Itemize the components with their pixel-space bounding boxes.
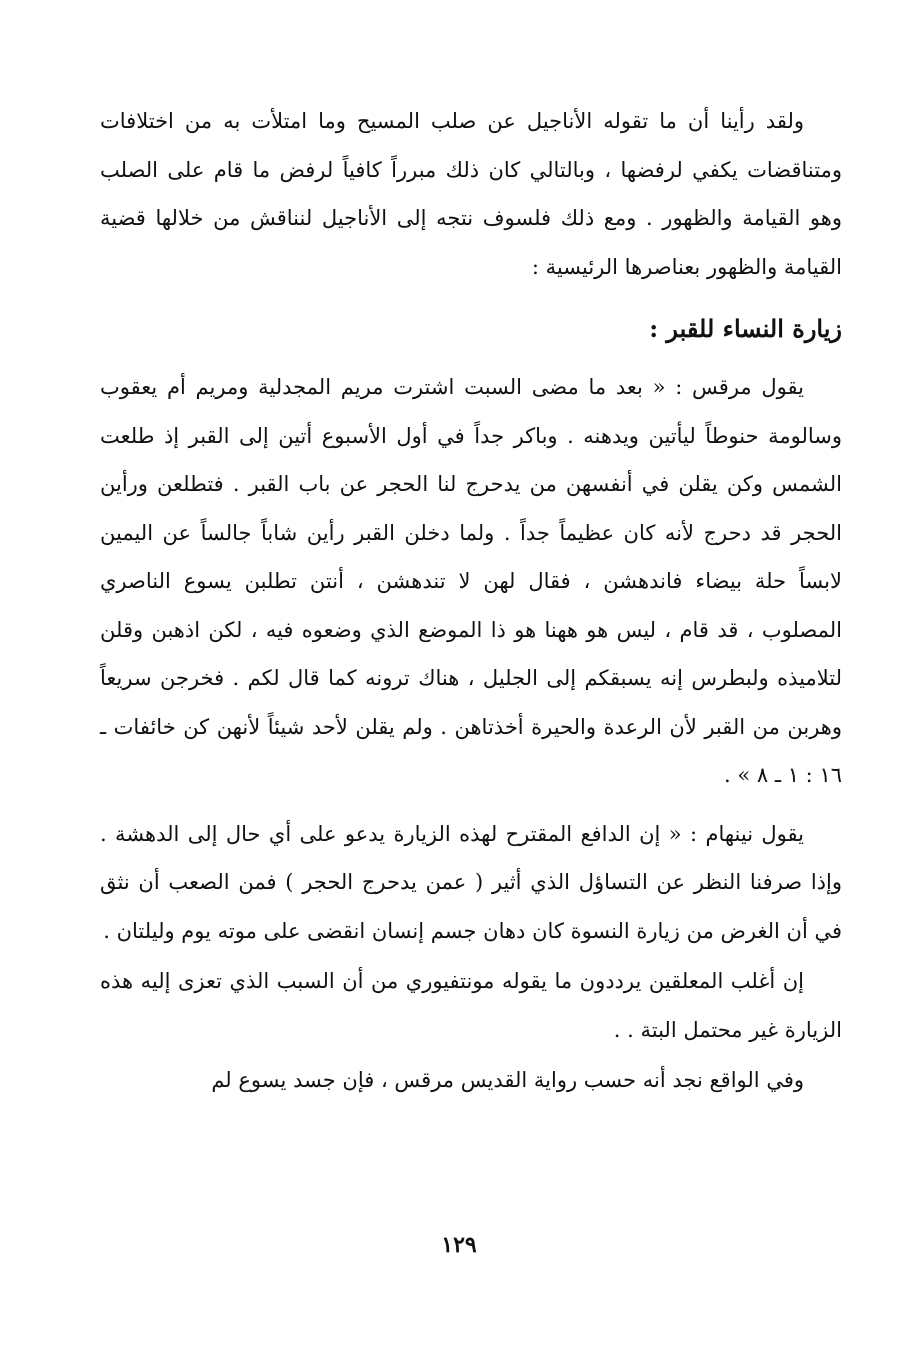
page-body [100,97,842,1105]
page-number: ١٢٩ [441,1232,477,1258]
section-heading: زيارة النساء للقبر : [649,314,842,343]
paragraph-fact: وفي الواقع نجد أنه حسب رواية القديس مرقس ، فإن جسد يسوع لم [211,1068,804,1092]
paragraph-spacer [100,800,842,810]
paragraph-intro: ولقد رأينا أن ما تقوله الأناجيل عن صلب المسيح وما امتلأت به من اختلافات ومتناقضات يكفي لرفضها ، وبالتالي كان ذلك مبرراً كافياً لرفض ما قام على الصلب وهو القيامة والظهور . ومع ذلك فلسوف نتجه إلى الأناجيل لنناقش من خلالها قضية القيامة والظهور بعناصرها الرئيسية : [100,109,842,279]
paragraph-nineham-quote: يقول نينهام : « إن الدافع المقترح لهذه الزيارة يدعو على أي حال إلى الدهشة . وإذا صرفنا النظر عن التساؤل الذي أثير ( عمن يدحرج الحجر ) فمن الصعب أن نثق في أن الغرض من زيارة النسوة كان دهان جسم إنسان انقضى على موته يوم وليلتان . [100,821,842,943]
paragraph-commentators: إن أغلب المعلقين يرددون ما يقوله مونتفيوري من أن السبب الذي تعزى إليه هذه الزيارة غير محتمل البتة . . [100,969,842,1042]
paragraph-mark-quote: يقول مرقس : « بعد ما مضى السبت اشترت مريم المجدلية ومريم أم يعقوب وسالومة حنوطاً ليأتين ويدهنه . وباكر جداً في أول الأسبوع أتين إلى القبر إذ طلعت الشمس وكن يقلن في أنفسهن من يدحرج لنا الحجر عن باب القبر . فتطلعن ورأين الحجر قد دحرج لأنه كان عظيماً جداً . ولما دخلن القبر رأين شاباً جالساً عن اليمين لابساً حلة بيضاء فاندهشن ، فقال لهن لا تندهشن ، أنتن تطلبن يسوع الناصري المصلوب ، قد قام ، ليس هو ههنا هو ذا الموضع الذي وضعوه فيه ، لكن اذهبن وقلن لتلاميذه ولبطرس إنه يسبقكم إلى الجليل ، هناك ترونه كما قال لكم . فخرجن سريعاً وهربن من القبر لأن الرعدة والحيرة أخذتاهن . ولم يقلن لأحد شيئاً لأنهن كن خائفات ـ ١٦ : ١ ـ ٨ » . [100,375,842,787]
